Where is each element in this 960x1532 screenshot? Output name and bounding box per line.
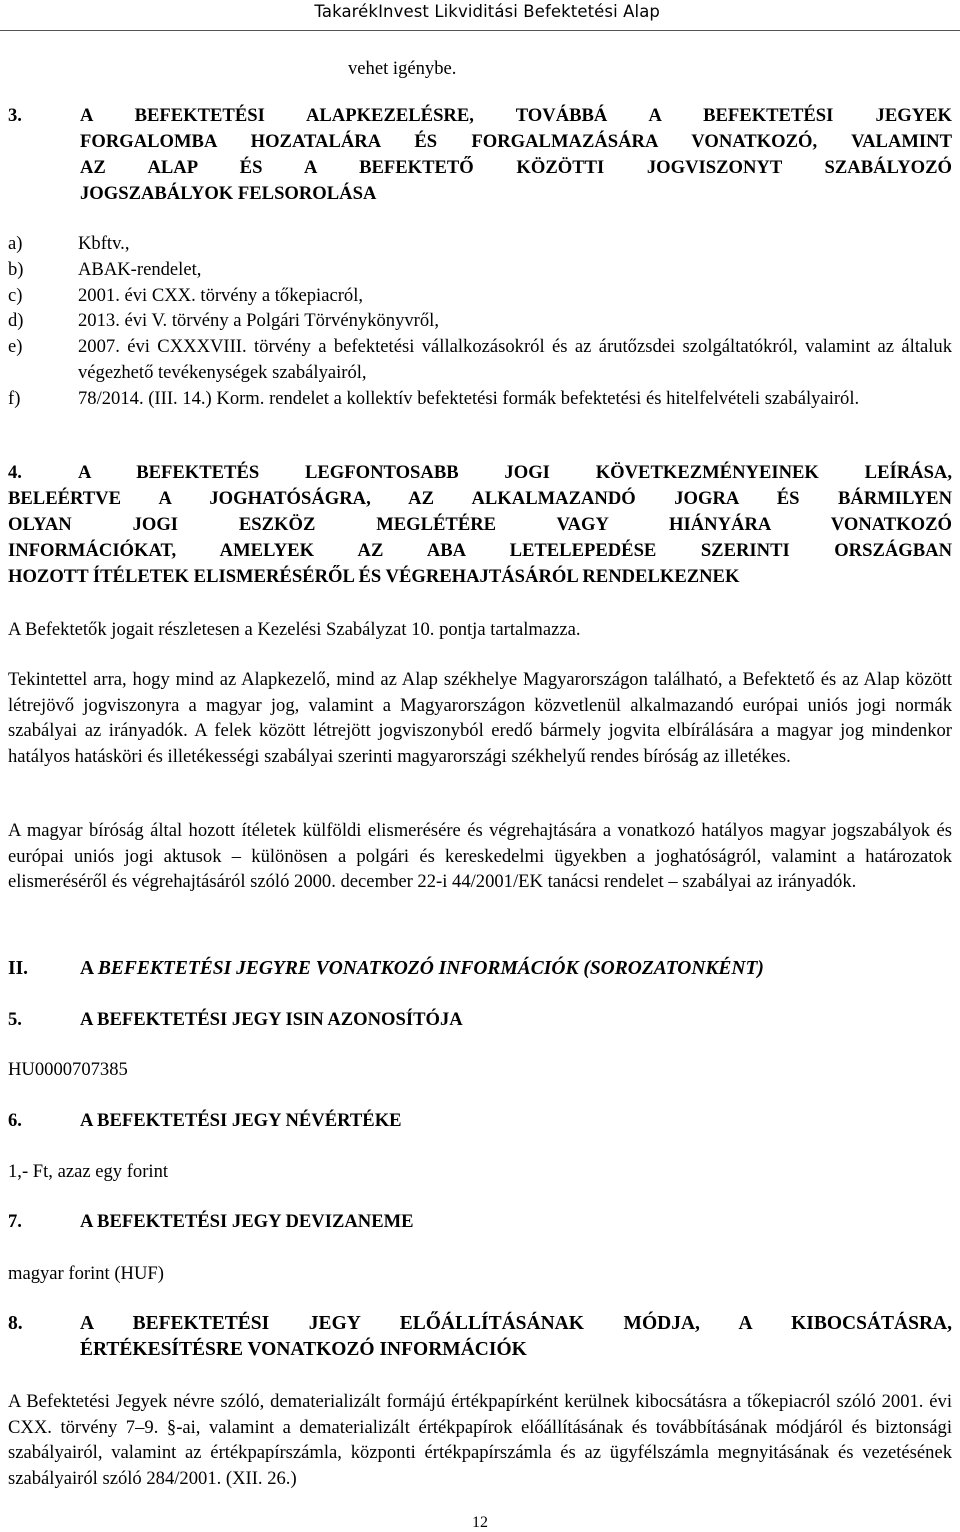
list-marker: f) xyxy=(8,388,21,409)
section-3-title-line: A BEFEKTETÉSI ALAPKEZELÉSRE, TOVÁBBÁ A BEFEKTETÉSI JEGYEK xyxy=(80,105,952,126)
list-marker: a) xyxy=(8,233,23,254)
section-4-title-line: OLYAN JOGI ESZKÖZ MEGLÉTÉRE VAGY HIÁNYÁRA VONATKOZÓ xyxy=(8,514,952,535)
section-3-title-line: AZ ALAP ÉS A BEFEKTETŐ KÖZÖTTI JOGVISZONYT SZABÁLYOZÓ xyxy=(80,157,952,178)
list-item xyxy=(8,257,952,283)
list-item xyxy=(8,231,952,257)
section-8-number: 8. xyxy=(8,1313,23,1334)
section-3-heading xyxy=(8,103,952,207)
section-4-title-line: A BEFEKTETÉS LEGFONTOSABB JOGI KÖVETKEZMÉNYEINEK LEÍRÁSA, xyxy=(78,462,952,483)
list-text: ABAK-rendelet, xyxy=(78,259,202,280)
section-5-number: 5. xyxy=(8,1009,22,1030)
section-5-title: A BEFEKTETÉSI JEGY ISIN AZONOSÍTÓJA xyxy=(80,1009,463,1030)
part-2-heading xyxy=(8,956,952,982)
list-text: 2007. évi CXXXVIII. törvény a befektetési vállalkozásokról és az árutőzsdei szolgáltatókról, valamint az általuk végezhető tevékenységek szabályairól, xyxy=(78,336,952,383)
section-4-number: 4. xyxy=(8,462,22,483)
section-4-heading xyxy=(8,460,952,590)
list-marker: d) xyxy=(8,310,24,331)
list-marker: e) xyxy=(8,336,23,357)
list-text: 2001. évi CXX. törvény a tőkepiacról, xyxy=(78,285,364,306)
section-7-number: 7. xyxy=(8,1211,22,1232)
section-4-paragraph: A Befektetők jogait részletesen a Kezelési Szabályzat 10. pontja tartalmazza. xyxy=(8,619,581,640)
section-3-title-line: JOGSZABÁLYOK FELSOROLÁSA xyxy=(80,183,377,204)
section-7-title: A BEFEKTETÉSI JEGY DEVIZANEME xyxy=(80,1211,414,1232)
section-6-number: 6. xyxy=(8,1110,22,1131)
list-item xyxy=(8,334,952,385)
running-header: TakarékInvest Likviditási Befektetési Alap xyxy=(314,2,660,21)
isin-value: HU0000707385 xyxy=(8,1059,128,1080)
section-4-title-line: BELEÉRTVE A JOGHATÓSÁGRA, AZ ALKALMAZANDÓ JOGRA ÉS BÁRMILYEN xyxy=(8,488,952,509)
list-item xyxy=(8,386,952,412)
section-4-paragraph: A magyar bíróság által hozott ítéletek külföldi elismerésére és végrehajtására a vonatkozó hatályos magyar jogszabályok és európai uniós jogi aktusok – különösen a polgári és kereskedelmi ügyekben a joghatóságról, valamint a határozatok elismeréséről és végrehajtásáról szóló 2000. december 22-i 44/2001/EK tanácsi rendelet – szabályai az irányadók. xyxy=(8,820,952,893)
list-marker: c) xyxy=(8,285,23,306)
part-2-title-prefix: A xyxy=(80,958,98,979)
nominal-value: 1,- Ft, azaz egy forint xyxy=(8,1161,169,1182)
section-7-heading xyxy=(8,1209,952,1235)
section-3-number: 3. xyxy=(8,105,22,126)
section-8-title-line: A BEFEKTETÉSI JEGY ELŐÁLLÍTÁSÁNAK MÓDJA, A KIBOCSÁTÁSRA, xyxy=(80,1313,952,1334)
page-number: 12 xyxy=(472,1514,488,1531)
section-6-title: A BEFEKTETÉSI JEGY NÉVÉRTÉKE xyxy=(80,1110,402,1131)
section-4-paragraph: Tekintettel arra, hogy mind az Alapkezelő, mind az Alap székhelye Magyarországon található, a Befektető és az Alap között létrejövő jogviszonyra a magyar jog, valamint a Magyarországon közvetlenül alkalmazandó európai uniós jogi normák szabályai az irányadók. A felek között létrejött jogviszonyból eredő bármely jogvita elbírálására a magyar jog mindenkor hatályos hatásköri és illetékességi szabályai szerinti magyarországi székhelyű rendes bíróság az illetékes. xyxy=(8,669,952,767)
section-8-paragraph: A Befektetési Jegyek névre szóló, dematerializált formájú értékpapírként kerülnek kibocsátásra a tőkepiacról szóló 2001. évi CXX. törvény 7–9. §-ai, valamint a dematerializált értékpapírok előállításának és továbbításának módjáról és biztonsági szabályairól, valamint az értékpapírszámla, központi értékpapírszámla és az ügyfélszámla megnyitásának és vezetésének szabályairól szóló 284/2001. (XII. 26.) xyxy=(8,1391,952,1489)
section-4-title-line: INFORMÁCIÓKAT, AMELYEK AZ ABA LETELEPEDÉSE SZERINTI ORSZÁGBAN xyxy=(8,540,952,561)
list-item xyxy=(8,308,952,334)
section-6-heading xyxy=(8,1108,952,1134)
section-3-title-line: FORGALOMBA HOZATALÁRA ÉS FORGALMAZÁSÁRA VONATKOZÓ, VALAMINT xyxy=(80,131,952,152)
list-marker: b) xyxy=(8,259,24,280)
header-divider xyxy=(0,30,960,31)
list-text: Kbftv., xyxy=(78,233,130,254)
intro-line: vehet igénybe. xyxy=(348,58,457,79)
list-text: 78/2014. (III. 14.) Korm. rendelet a kollektív befektetési formák befektetési és hitelfelvételi szabályairól. xyxy=(78,388,860,409)
list-text: 2013. évi V. törvény a Polgári Törvénykönyvről, xyxy=(78,310,439,331)
list-item xyxy=(8,283,952,309)
section-4-title-line: HOZOTT ÍTÉLETEK ELISMERÉSÉRŐL ÉS VÉGREHAJTÁSÁRÓL RENDELKEZNEK xyxy=(8,566,740,587)
currency-value: magyar forint (HUF) xyxy=(8,1263,164,1284)
section-5-heading xyxy=(8,1007,952,1033)
section-8-heading xyxy=(8,1311,952,1363)
section-8-title-line: ÉRTÉKESÍTÉSRE VONATKOZÓ INFORMÁCIÓK xyxy=(80,1339,527,1360)
part-2-title: BEFEKTETÉSI JEGYRE VONATKOZÓ INFORMÁCIÓK (SOROZATONKÉNT) xyxy=(97,958,764,979)
part-2-number: II. xyxy=(8,958,29,979)
